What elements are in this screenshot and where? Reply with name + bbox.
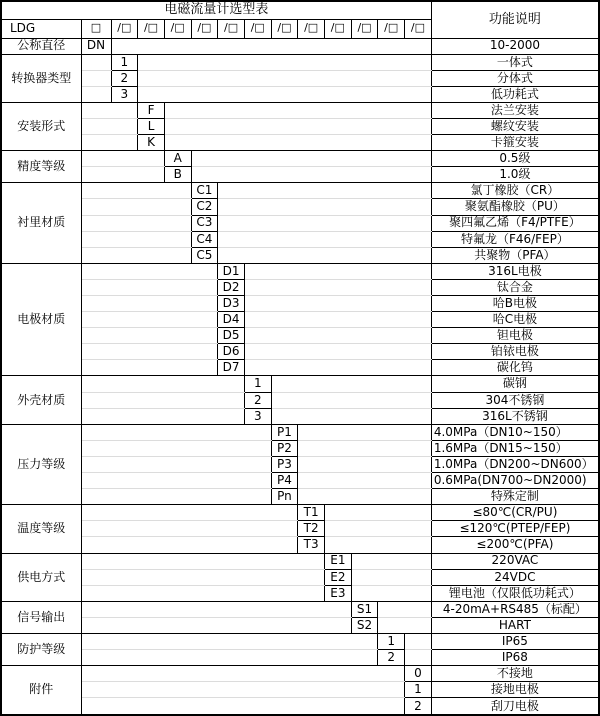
option-row xyxy=(1,537,599,553)
option-row xyxy=(1,505,599,521)
option-code: P2 xyxy=(271,440,298,456)
empty-filler-left xyxy=(81,231,191,247)
group-label: 衬里材质 xyxy=(1,183,81,263)
empty-filler-left xyxy=(81,247,191,263)
option-row xyxy=(1,279,599,295)
empty-filler-right xyxy=(138,70,432,86)
option-description: 一体式 xyxy=(431,54,599,70)
option-description: 刮刀电极 xyxy=(431,698,599,715)
empty-filler-right xyxy=(244,296,431,312)
model-segment-box: /□ xyxy=(218,19,245,38)
table-title: 电磁流量计选型表 xyxy=(1,1,431,19)
empty-filler-left xyxy=(81,54,111,70)
option-row xyxy=(1,360,599,376)
option-description: 钛合金 xyxy=(431,279,599,295)
empty-filler-right xyxy=(218,215,432,231)
option-code: C1 xyxy=(191,183,218,199)
option-code: P1 xyxy=(271,424,298,440)
option-code: C2 xyxy=(191,199,218,215)
option-code: 0 xyxy=(405,666,432,682)
option-row xyxy=(1,296,599,312)
option-description: 哈C电极 xyxy=(431,312,599,328)
option-row xyxy=(1,135,599,151)
option-row xyxy=(1,215,599,231)
option-row xyxy=(1,376,599,392)
empty-filler-left xyxy=(81,456,271,472)
option-code: C3 xyxy=(191,215,218,231)
option-row xyxy=(1,151,599,167)
empty-filler-right xyxy=(244,344,431,360)
empty-filler-right xyxy=(244,263,431,279)
empty-filler-right xyxy=(244,312,431,328)
empty-filler-left xyxy=(81,489,271,505)
option-description: 304不锈钢 xyxy=(431,392,599,408)
option-description: 4.0MPa（DN10~150） xyxy=(431,424,599,440)
empty-filler-right xyxy=(218,199,432,215)
model-segment-box: /□ xyxy=(351,19,378,38)
option-code: 2 xyxy=(244,392,271,408)
option-row xyxy=(1,489,599,505)
option-description: 哈B电极 xyxy=(431,296,599,312)
option-description: 螺纹安装 xyxy=(431,118,599,134)
model-segment-box: /□ xyxy=(325,19,352,38)
option-code: E2 xyxy=(325,569,352,585)
empty-filler-right xyxy=(218,183,432,199)
empty-filler-left xyxy=(81,183,191,199)
empty-filler-left xyxy=(81,151,164,167)
option-code: S2 xyxy=(351,617,378,633)
option-row xyxy=(1,633,599,649)
empty-filler-left xyxy=(81,312,218,328)
option-code: D7 xyxy=(218,360,245,376)
empty-filler-left xyxy=(81,215,191,231)
option-code: D3 xyxy=(218,296,245,312)
option-description: 316L电极 xyxy=(431,263,599,279)
option-description: IP68 xyxy=(431,650,599,666)
empty-filler-left xyxy=(81,70,111,86)
option-code: E1 xyxy=(325,553,352,569)
empty-filler-left xyxy=(81,199,191,215)
option-code: 2 xyxy=(405,698,432,715)
option-code: D2 xyxy=(218,279,245,295)
model-base-box: □ xyxy=(81,19,111,38)
option-row xyxy=(1,440,599,456)
option-description: 锂电池（仅限低功耗式） xyxy=(431,585,599,601)
empty-filler-right xyxy=(298,440,432,456)
empty-filler-right xyxy=(111,38,431,54)
option-description: 1.0级 xyxy=(431,167,599,183)
option-row xyxy=(1,553,599,569)
option-row xyxy=(1,102,599,118)
empty-filler-right xyxy=(191,151,431,167)
option-description: ≤200℃(PFA) xyxy=(431,537,599,553)
option-row xyxy=(1,70,599,86)
empty-filler-right xyxy=(351,585,431,601)
empty-filler-left xyxy=(81,392,244,408)
empty-filler-left xyxy=(81,666,405,682)
model-segment-box: /□ xyxy=(405,19,432,38)
option-code: 1 xyxy=(244,376,271,392)
empty-filler-left xyxy=(81,553,325,569)
empty-filler-right xyxy=(298,489,432,505)
empty-filler-right xyxy=(164,118,431,134)
option-code: 3 xyxy=(244,408,271,424)
empty-filler-right xyxy=(244,279,431,295)
group-label: 附件 xyxy=(1,666,81,715)
option-row xyxy=(1,682,599,698)
option-row xyxy=(1,183,599,199)
empty-filler-left xyxy=(81,601,351,617)
empty-filler-left xyxy=(81,296,218,312)
option-code: P3 xyxy=(271,456,298,472)
option-row xyxy=(1,312,599,328)
option-row xyxy=(1,167,599,183)
option-code: 1 xyxy=(111,54,138,70)
model-segment-box: /□ xyxy=(271,19,298,38)
empty-filler-left xyxy=(81,360,218,376)
option-row xyxy=(1,231,599,247)
option-description: 24VDC xyxy=(431,569,599,585)
empty-filler-left xyxy=(81,263,218,279)
option-description: ≤80℃(CR/PU) xyxy=(431,505,599,521)
empty-filler-right xyxy=(164,102,431,118)
option-description: 聚四氟乙烯（F4/PTFE） xyxy=(431,215,599,231)
option-row xyxy=(1,521,599,537)
option-description: 碳钢 xyxy=(431,376,599,392)
group-label: 外壳材质 xyxy=(1,376,81,424)
empty-filler-right xyxy=(191,167,431,183)
empty-filler-left xyxy=(81,473,271,489)
empty-filler-left xyxy=(81,440,271,456)
empty-filler-left xyxy=(81,424,271,440)
option-row xyxy=(1,344,599,360)
option-description: 316L不锈钢 xyxy=(431,408,599,424)
empty-filler-right xyxy=(138,54,432,70)
group-label: 信号输出 xyxy=(1,601,81,633)
option-row xyxy=(1,456,599,472)
empty-filler-right xyxy=(325,505,432,521)
option-code: C5 xyxy=(191,247,218,263)
option-description: 特氟龙（F46/FEP） xyxy=(431,231,599,247)
option-code: C4 xyxy=(191,231,218,247)
option-description: 碳化钨 xyxy=(431,360,599,376)
option-description: 低功耗式 xyxy=(431,86,599,102)
option-description: 10-2000 xyxy=(431,38,599,54)
option-row xyxy=(1,650,599,666)
option-row xyxy=(1,263,599,279)
empty-filler-left xyxy=(81,537,298,553)
option-description: ≤120℃(PTEP/FEP) xyxy=(431,521,599,537)
option-description: 钽电极 xyxy=(431,328,599,344)
option-code: F xyxy=(138,102,165,118)
option-code: D4 xyxy=(218,312,245,328)
option-description: 0.6MPa(DN700~DN2000) xyxy=(431,473,599,489)
empty-filler-left xyxy=(81,650,378,666)
option-row xyxy=(1,601,599,617)
empty-filler-left xyxy=(81,633,378,649)
option-row xyxy=(1,86,599,102)
option-description: 1.6MPa（DN15~150） xyxy=(431,440,599,456)
option-code: Pn xyxy=(271,489,298,505)
group-label: 转换器类型 xyxy=(1,54,81,102)
empty-filler-left xyxy=(81,698,405,715)
empty-filler-right xyxy=(244,328,431,344)
option-row xyxy=(1,118,599,134)
option-row xyxy=(1,247,599,263)
function-column-header: 功能说明 xyxy=(431,1,599,38)
option-description: 特殊定制 xyxy=(431,489,599,505)
empty-filler-left xyxy=(81,167,164,183)
option-code: A xyxy=(164,151,191,167)
model-prefix: LDG xyxy=(1,19,81,38)
model-segment-box: /□ xyxy=(164,19,191,38)
empty-filler-right xyxy=(271,392,431,408)
option-description: 0.5级 xyxy=(431,151,599,167)
empty-filler-right xyxy=(351,569,431,585)
option-row xyxy=(1,38,599,54)
option-description: 接地电极 xyxy=(431,682,599,698)
option-row xyxy=(1,473,599,489)
empty-filler-right xyxy=(244,360,431,376)
empty-filler-left xyxy=(81,344,218,360)
empty-filler-right xyxy=(138,86,432,102)
option-code: 1 xyxy=(405,682,432,698)
empty-filler-left xyxy=(81,135,138,151)
option-code: B xyxy=(164,167,191,183)
option-description: 共聚物（PFA） xyxy=(431,247,599,263)
empty-filler-left xyxy=(81,682,405,698)
option-row xyxy=(1,199,599,215)
empty-filler-right xyxy=(298,473,432,489)
option-description: 220VAC xyxy=(431,553,599,569)
group-label: 精度等级 xyxy=(1,151,81,183)
option-description: 氯丁橡胶（CR） xyxy=(431,183,599,199)
empty-filler-right xyxy=(298,424,432,440)
option-description: 4-20mA+RS485（标配） xyxy=(431,601,599,617)
option-code: 3 xyxy=(111,86,138,102)
option-code: K xyxy=(138,135,165,151)
option-description: HART xyxy=(431,617,599,633)
empty-filler-right xyxy=(325,537,432,553)
option-row xyxy=(1,408,599,424)
option-code: T3 xyxy=(298,537,325,553)
header-row xyxy=(1,1,599,19)
option-code: D6 xyxy=(218,344,245,360)
option-description: 聚氨酯橡胶（PU） xyxy=(431,199,599,215)
option-description: 法兰安装 xyxy=(431,102,599,118)
empty-filler-left xyxy=(81,376,244,392)
group-label: 安装形式 xyxy=(1,102,81,150)
empty-filler-right xyxy=(218,231,432,247)
option-description: 卡箍安装 xyxy=(431,135,599,151)
option-row xyxy=(1,424,599,440)
option-code: P4 xyxy=(271,473,298,489)
option-code: D5 xyxy=(218,328,245,344)
option-code: T1 xyxy=(298,505,325,521)
option-description: IP65 xyxy=(431,633,599,649)
option-code: S1 xyxy=(351,601,378,617)
option-code: DN xyxy=(81,38,111,54)
empty-filler-left xyxy=(81,86,111,102)
empty-filler-left xyxy=(81,328,218,344)
empty-filler-left xyxy=(81,408,244,424)
empty-filler-right xyxy=(351,553,431,569)
group-label: 防护等级 xyxy=(1,633,81,665)
model-segment-box: /□ xyxy=(298,19,325,38)
option-description: 1.0MPa（DN200~DN600） xyxy=(431,456,599,472)
option-row xyxy=(1,698,599,715)
empty-filler-right xyxy=(298,456,432,472)
group-label: 电极材质 xyxy=(1,263,81,376)
empty-filler-right xyxy=(164,135,431,151)
group-label: 温度等级 xyxy=(1,505,81,553)
empty-filler-right xyxy=(405,650,432,666)
empty-filler-left xyxy=(81,585,325,601)
option-code: T2 xyxy=(298,521,325,537)
model-segment-box: /□ xyxy=(244,19,271,38)
empty-filler-left xyxy=(81,118,138,134)
option-description: 铂铱电极 xyxy=(431,344,599,360)
group-label: 供电方式 xyxy=(1,553,81,601)
option-code: 2 xyxy=(378,650,405,666)
option-row xyxy=(1,54,599,70)
model-segment-box: /□ xyxy=(378,19,405,38)
option-description: 分体式 xyxy=(431,70,599,86)
option-row xyxy=(1,617,599,633)
option-row xyxy=(1,328,599,344)
empty-filler-left xyxy=(81,521,298,537)
option-code: 2 xyxy=(111,70,138,86)
empty-filler-left xyxy=(81,279,218,295)
option-code: D1 xyxy=(218,263,245,279)
model-segment-box: /□ xyxy=(111,19,138,38)
model-segment-box: /□ xyxy=(191,19,218,38)
empty-filler-right xyxy=(218,247,432,263)
option-row xyxy=(1,666,599,682)
option-code: 1 xyxy=(378,633,405,649)
option-code: E3 xyxy=(325,585,352,601)
option-row xyxy=(1,585,599,601)
empty-filler-left xyxy=(81,102,138,118)
empty-filler-right xyxy=(378,617,431,633)
option-code: L xyxy=(138,118,165,134)
group-label: 公称直径 xyxy=(1,38,81,54)
empty-filler-left xyxy=(81,569,325,585)
model-segment-box: /□ xyxy=(138,19,165,38)
option-row xyxy=(1,569,599,585)
option-row xyxy=(1,392,599,408)
empty-filler-right xyxy=(271,408,431,424)
empty-filler-left xyxy=(81,617,351,633)
empty-filler-right xyxy=(378,601,431,617)
empty-filler-right xyxy=(405,633,432,649)
option-description: 不接地 xyxy=(431,666,599,682)
empty-filler-left xyxy=(81,505,298,521)
empty-filler-right xyxy=(271,376,431,392)
group-label: 压力等级 xyxy=(1,424,81,504)
empty-filler-right xyxy=(325,521,432,537)
